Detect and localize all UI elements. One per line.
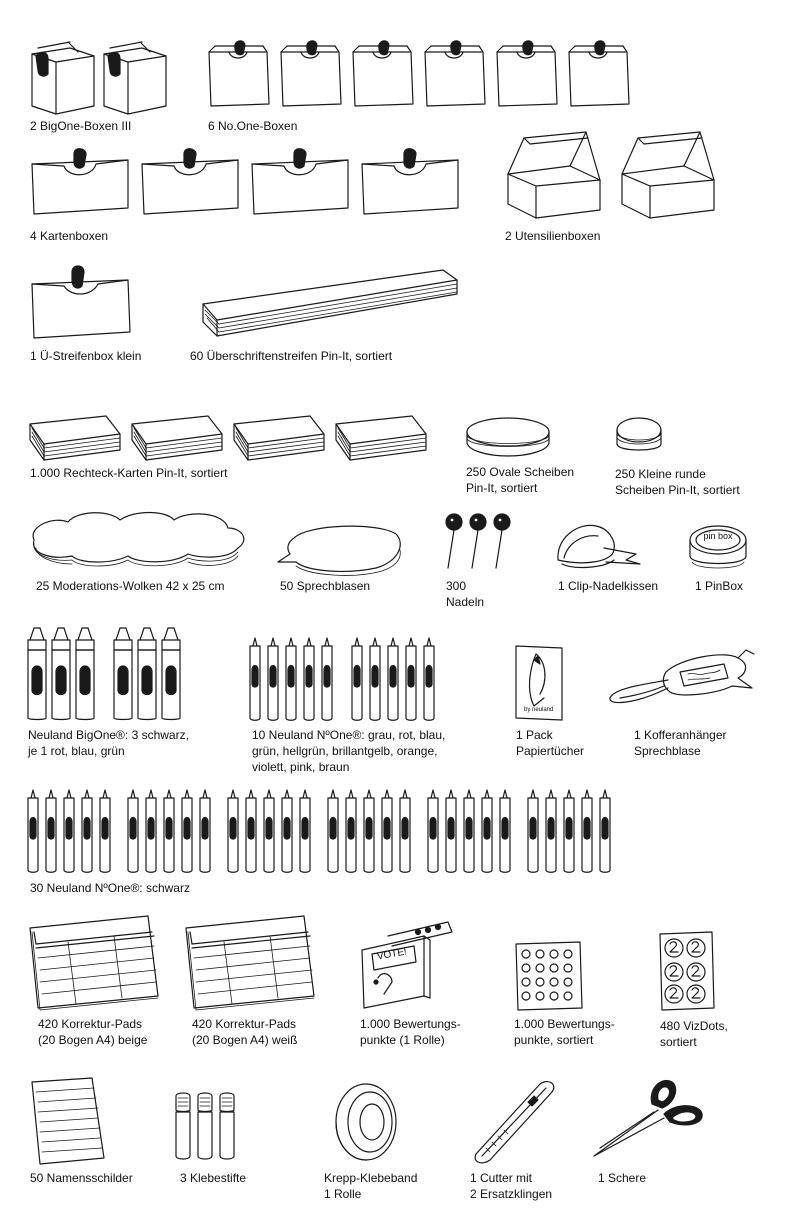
pinbox-illustration xyxy=(686,522,750,574)
noone-boxes-label: 6 No.One-Boxen xyxy=(208,119,298,133)
vizdots-illustration xyxy=(656,930,716,1012)
vote-roll-label: 1.000 Bewertungs- punkte (1 Rolle) xyxy=(360,1017,461,1047)
rect-cards-illustration xyxy=(28,410,438,464)
luggage-tag-label: 1 Kofferanhänger Sprechblase xyxy=(634,728,727,758)
vizdots-label: 480 VizDots, sortiert xyxy=(660,1019,728,1049)
noone-color-markers-illustration xyxy=(248,638,440,722)
noone-black-markers-label: 30 Neuland NºOne®: schwarz xyxy=(30,881,190,895)
cutter-illustration xyxy=(468,1078,564,1164)
pads-white-illustration xyxy=(184,914,316,1012)
round-discs-label: 250 Kleine runde Scheiben Pin-It, sortiert xyxy=(615,467,740,497)
strip-box-label: 1 Ü-Streifenbox klein xyxy=(30,349,142,363)
clouds-label: 25 Moderations-Wolken 42 x 25 cm xyxy=(36,579,225,593)
utensil-boxes-illustration xyxy=(500,130,730,220)
tissues-label: 1 Pack Papiertücher xyxy=(516,728,585,758)
crepe-tape-illustration xyxy=(330,1080,402,1164)
pads-beige-illustration xyxy=(28,914,160,1012)
oval-discs-label: 250 Ovale Scheiben Pin-It, sortiert xyxy=(466,465,575,495)
bigone-markers-illustration xyxy=(26,626,196,722)
strip-box-illustration xyxy=(28,262,138,344)
vote-sorted-label: 1.000 Bewertungs- punkte, sortiert xyxy=(514,1017,615,1047)
vote-sorted-illustration xyxy=(512,940,584,1012)
luggage-tag-illustration xyxy=(606,648,758,710)
rect-cards-label: 1.000 Rechteck-Karten Pin-It, sortiert xyxy=(30,466,228,480)
pads-beige-label: 420 Korrektur-Pads (20 Bogen A4) beige xyxy=(38,1017,148,1047)
pinbox-lid-text: pin box xyxy=(703,531,733,541)
card-boxes-label: 4 Kartenboxen xyxy=(30,229,109,243)
noone-black-markers-illustration xyxy=(26,790,616,874)
clouds-illustration xyxy=(28,510,250,572)
vote-roll-illustration xyxy=(358,920,458,1012)
crepe-tape-label: Krepp-Klebeband 1 Rolle xyxy=(324,1171,418,1201)
speech-bubbles-illustration xyxy=(274,522,404,576)
noone-boxes-illustration xyxy=(205,38,635,110)
vote-dispenser-text: VOTE! xyxy=(376,946,408,963)
utensil-boxes-label: 2 Utensilienboxen xyxy=(505,229,601,243)
bigone-boxes-label: 2 BigOne-Boxen III xyxy=(30,119,132,133)
speech-bubbles-label: 50 Sprechblasen xyxy=(280,579,371,593)
pins-label: 300 Nadeln xyxy=(446,579,485,609)
pinbox-label: 1 PinBox xyxy=(695,579,744,593)
tissue-brand-text: by neuland xyxy=(524,707,554,713)
bigone-markers-label: Neuland BigOne®: 3 schwarz, je 1 rot, blau, grün xyxy=(28,728,189,758)
scissors-illustration xyxy=(590,1074,710,1164)
card-boxes-illustration xyxy=(28,148,468,222)
bigone-boxes-illustration xyxy=(28,34,178,118)
cutter-label: 1 Cutter mit 2 Ersatzklingen xyxy=(470,1171,553,1201)
pins-illustration xyxy=(442,512,522,574)
name-tags-label: 50 Namensschilder xyxy=(30,1171,133,1185)
pin-cushion-label: 1 Clip-Nadelkissen xyxy=(558,579,659,593)
glue-sticks-illustration xyxy=(172,1092,248,1162)
name-tags-illustration xyxy=(28,1076,108,1166)
pin-cushion-illustration xyxy=(554,520,644,574)
pads-white-label: 420 Korrektur-Pads (20 Bogen A4) weiß xyxy=(192,1017,298,1047)
oval-discs-illustration xyxy=(464,414,554,460)
header-strips-label: 60 Überschriftenstreifen Pin-It, sortiert xyxy=(190,349,393,363)
scissors-label: 1 Schere xyxy=(598,1171,647,1185)
glue-sticks-label: 3 Klebestifte xyxy=(180,1171,247,1185)
header-strips-illustration xyxy=(195,264,465,338)
round-discs-illustration xyxy=(612,414,668,460)
noone-color-markers-label: 10 Neuland NºOne®: grau, rot, blau, grün, hellgrün, brillantgelb, orange, violett, pink, braun xyxy=(252,728,446,774)
